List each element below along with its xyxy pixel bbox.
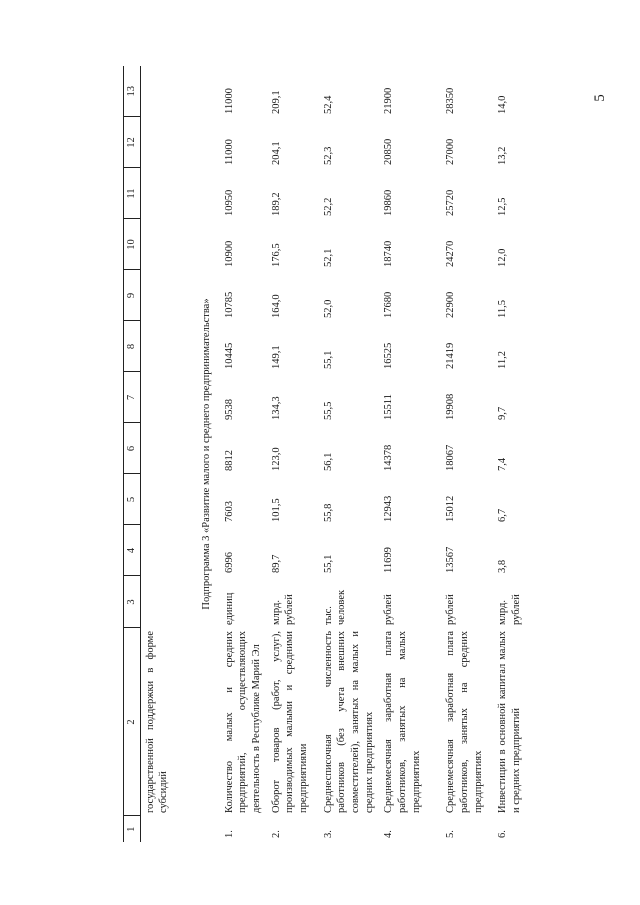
row-indicator-name: Среднемесячная заработная плата работников, занятых на средних предприятиях <box>445 631 484 813</box>
row-value: 13567 <box>445 546 457 573</box>
row-value: 18067 <box>445 444 457 471</box>
continuation-text: государственной поддержки в форме субсидий <box>144 631 170 813</box>
row-value: 52,0 <box>322 299 334 318</box>
row-value: 11,2 <box>497 351 509 369</box>
row-value: 9,7 <box>497 406 509 420</box>
rotated-table-page <box>123 66 538 842</box>
row-value: 8812 <box>223 450 235 471</box>
col-header-10: 10 <box>124 219 141 270</box>
row-value: 7603 <box>223 501 235 522</box>
col-header-5: 5 <box>124 474 141 525</box>
row-value: 15511 <box>383 394 395 420</box>
row-unit: рублей <box>445 594 457 625</box>
row-number: 2. <box>270 830 282 838</box>
row-value: 19860 <box>383 189 395 216</box>
col-header-9: 9 <box>124 270 141 321</box>
row-value: 11000 <box>223 88 235 114</box>
row-value: 11000 <box>223 139 235 165</box>
col-header-2: 2 <box>124 628 141 816</box>
row-value: 21419 <box>445 342 457 369</box>
row-value: 12,5 <box>497 197 509 216</box>
row-value: 12943 <box>383 495 395 522</box>
row-value: 176,5 <box>270 243 282 267</box>
col-header-8: 8 <box>124 321 141 372</box>
row-value: 123,0 <box>270 447 282 471</box>
indicators-table <box>123 66 537 842</box>
row-value: 7,4 <box>497 457 509 471</box>
row-value: 28350 <box>445 87 457 114</box>
row-unit: единиц <box>223 592 235 625</box>
continuation-row <box>140 66 190 842</box>
row-value: 10900 <box>223 240 235 267</box>
row-value: 17680 <box>383 291 395 318</box>
subprogram-title: Подпрограмма 3 «Развитие малого и среднего предпринимательства» <box>201 298 213 610</box>
row-value: 164,0 <box>270 294 282 318</box>
row-value: 55,1 <box>322 350 334 369</box>
row-value: 10950 <box>223 189 235 216</box>
row-value: 9538 <box>223 399 235 420</box>
row-value: 55,8 <box>322 503 334 522</box>
row-value: 10785 <box>223 291 235 318</box>
row-indicator-name: Среднемесячная заработная плата работников, занятых на малых предприятиях <box>383 631 422 813</box>
row-value: 12,0 <box>497 248 509 267</box>
row-value: 89,7 <box>270 554 282 573</box>
row-value: 55,1 <box>322 554 334 573</box>
row-value: 16525 <box>383 342 395 369</box>
row-unit: рублей <box>383 594 395 625</box>
row-value: 24270 <box>445 240 457 267</box>
row-indicator-name: Среднесписочная численность работников (без учета внешних совместителей), занятых на малых и средних предприятиях <box>322 631 375 813</box>
row-value: 204,1 <box>270 141 282 165</box>
col-header-3: 3 <box>124 576 141 628</box>
page-number: 5 <box>592 94 608 102</box>
row-number: 5. <box>445 830 457 838</box>
row-indicator-name: Оборот товаров (работ, услуг), производимых малыми и средними предприятиями <box>270 631 309 813</box>
table-row <box>493 66 537 842</box>
row-value: 56,1 <box>322 452 334 471</box>
row-value: 10445 <box>223 342 235 369</box>
row-value: 14,0 <box>497 95 509 114</box>
row-value: 20850 <box>383 138 395 165</box>
row-value: 3,8 <box>497 559 509 573</box>
col-header-7: 7 <box>124 372 141 423</box>
row-value: 52,1 <box>322 248 334 267</box>
subprogram-row <box>190 66 220 842</box>
row-value: 189,2 <box>270 192 282 216</box>
row-value: 15012 <box>445 495 457 522</box>
row-value: 101,5 <box>270 498 282 522</box>
row-value: 21900 <box>383 87 395 114</box>
row-number: 3. <box>322 830 334 838</box>
row-value: 22900 <box>445 291 457 318</box>
row-number: 4. <box>383 830 395 838</box>
col-header-12: 12 <box>124 117 141 168</box>
table-row <box>441 66 493 842</box>
col-header-6: 6 <box>124 423 141 474</box>
row-value: 149,1 <box>270 345 282 369</box>
table-row <box>319 66 380 842</box>
col-header-13: 13 <box>124 66 141 117</box>
row-value: 11,5 <box>497 300 509 318</box>
row-value: 6996 <box>223 552 235 573</box>
row-value: 27000 <box>445 138 457 165</box>
column-number-header <box>124 66 141 842</box>
row-value: 52,3 <box>322 146 334 165</box>
row-unit: тыс. человек <box>322 589 348 625</box>
col-header-1: 1 <box>124 816 141 842</box>
row-value: 25720 <box>445 189 457 216</box>
row-value: 134,3 <box>270 396 282 420</box>
row-unit: млрд. рублей <box>497 594 522 625</box>
row-value: 209,1 <box>270 90 282 114</box>
row-value: 19908 <box>445 393 457 420</box>
row-value: 55,5 <box>322 401 334 420</box>
row-value: 13,2 <box>497 146 509 165</box>
col-header-4: 4 <box>124 525 141 576</box>
row-unit: млрд. рублей <box>270 594 296 625</box>
row-number: 6. <box>497 830 509 838</box>
row-value: 14378 <box>383 444 395 471</box>
row-value: 52,4 <box>322 95 334 114</box>
table-row <box>379 66 441 842</box>
col-header-11: 11 <box>124 168 141 219</box>
row-number: 1. <box>223 830 235 838</box>
row-value: 18740 <box>383 240 395 267</box>
row-indicator-name: Количество малых и средних предприятий, осуществляющих деятельность в Республике Марий Эл <box>223 631 263 813</box>
row-value: 6,7 <box>497 508 509 522</box>
row-value: 11699 <box>383 547 395 573</box>
row-indicator-name: Инвестиции в основной капитал малых и средних предприятий <box>497 631 522 813</box>
table-row <box>267 66 319 842</box>
row-value: 52,2 <box>322 197 334 216</box>
table-row <box>220 66 267 842</box>
